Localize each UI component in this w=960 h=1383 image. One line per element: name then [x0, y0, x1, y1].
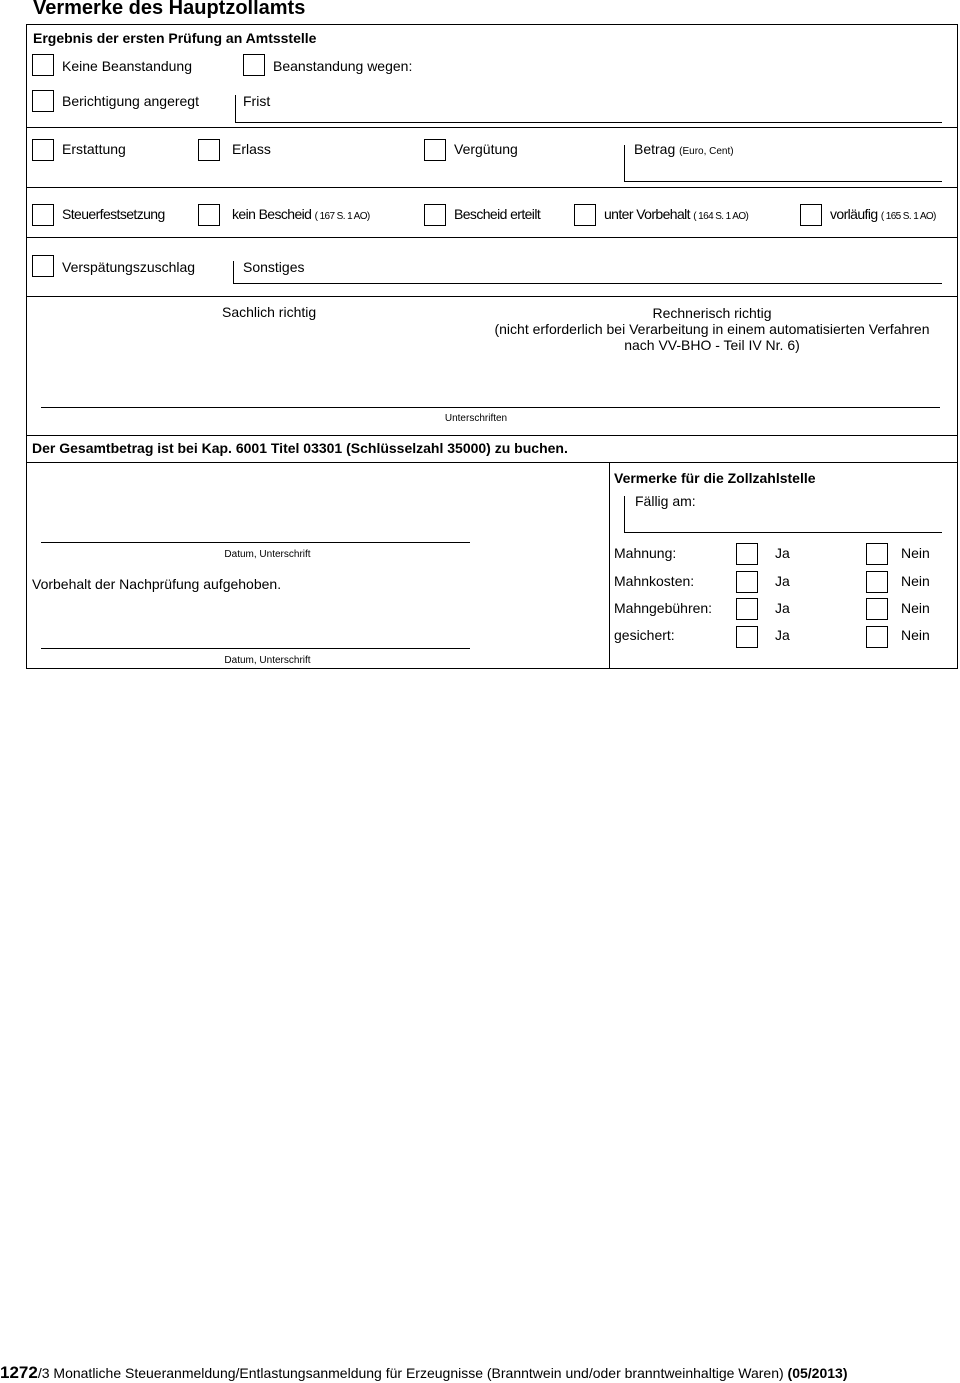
label-sonstiges: Sonstiges — [243, 259, 305, 275]
checkbox-mahngebuehren-ja[interactable] — [736, 598, 758, 620]
datum-signature-line-1[interactable] — [41, 542, 470, 543]
label-vorbehalt-aufgehoben: Vorbehalt der Nachprüfung aufgehoben. — [32, 576, 282, 592]
rechnerisch-note-line1: (nicht erforderlich bei Verarbeitung in einem automatisierten Verfahren — [494, 321, 930, 337]
checkbox-erlass[interactable] — [198, 139, 220, 161]
divider — [26, 296, 958, 297]
betrag-field-line[interactable] — [624, 181, 942, 182]
faellig-field-line[interactable] — [624, 532, 942, 533]
divider — [26, 462, 958, 463]
label-keine-beanstandung: Keine Beanstandung — [62, 58, 192, 74]
divider — [26, 187, 958, 188]
checkbox-erstattung[interactable] — [32, 139, 54, 161]
label-nein: Nein — [901, 600, 930, 616]
betrag-unit: (Euro, Cent) — [679, 146, 734, 157]
page-title: Vermerke des Hauptzollamts — [33, 0, 306, 19]
label-rechnerisch-richtig: Rechnerisch richtig — [652, 305, 772, 321]
sonstiges-field-line[interactable] — [233, 283, 942, 284]
label-nein: Nein — [901, 573, 930, 589]
kein-bescheid-text: kein Bescheid — [232, 206, 312, 222]
form-version: (05/2013) — [787, 1365, 848, 1381]
checkbox-mahnung-ja[interactable] — [736, 543, 758, 565]
label-erlass: Erlass — [232, 141, 271, 157]
checkbox-berichtigung-angeregt[interactable] — [32, 90, 54, 112]
label-unterschriften: Unterschriften — [444, 413, 508, 424]
label-nein: Nein — [901, 627, 930, 643]
datum-signature-line-2[interactable] — [41, 648, 470, 649]
form-frame-top — [26, 24, 958, 436]
label-frist: Frist — [243, 93, 271, 109]
label-erstattung: Erstattung — [62, 141, 126, 157]
mahn-row-label: Mahnkosten: — [614, 573, 695, 589]
label-datum-unterschrift-1: Datum, Unterschrift — [224, 549, 311, 560]
checkbox-verspaetungszuschlag[interactable] — [32, 255, 54, 277]
label-beanstandung-wegen: Beanstandung wegen: — [273, 58, 413, 74]
checkbox-mahnkosten-nein[interactable] — [866, 571, 888, 593]
checkbox-gesichert-nein[interactable] — [866, 626, 888, 648]
checkbox-mahnung-nein[interactable] — [866, 543, 888, 565]
label-ja: Ja — [775, 545, 790, 561]
frist-field-mark — [235, 95, 236, 123]
mahn-row-label: gesichert: — [614, 627, 675, 643]
section-heading-first-check: Ergebnis der ersten Prüfung an Amtsstelle — [33, 30, 317, 46]
frist-field-line[interactable] — [235, 122, 942, 123]
form-number-suffix: /3 — [37, 1365, 50, 1381]
checkbox-beanstandung-wegen[interactable] — [243, 54, 265, 76]
kein-bescheid-ref: ( 167 S. 1 AO) — [314, 211, 370, 222]
signature-line[interactable] — [41, 407, 940, 408]
checkbox-gesichert-ja[interactable] — [736, 626, 758, 648]
checkbox-keine-beanstandung[interactable] — [32, 54, 54, 76]
vorlaeufig-text: vorläufig — [830, 206, 878, 222]
checkbox-steuerfestsetzung[interactable] — [32, 204, 54, 226]
vorlaeufig-ref: ( 165 S. 1 AO) — [880, 211, 936, 222]
mahn-row-label: Mahngebühren: — [614, 600, 713, 616]
label-berichtigung-angeregt: Berichtigung angeregt — [62, 93, 199, 109]
label-ja: Ja — [775, 573, 790, 589]
checkbox-verguetung[interactable] — [424, 139, 446, 161]
betrag-label: Betrag — [634, 141, 676, 157]
unter-vorbehalt-ref: ( 164 S. 1 AO) — [693, 211, 749, 222]
checkbox-vorlaeufig[interactable] — [800, 204, 822, 226]
frame-middle-divider — [609, 462, 610, 668]
checkbox-unter-vorbehalt[interactable] — [574, 204, 596, 226]
checkbox-mahnkosten-ja[interactable] — [736, 571, 758, 593]
label-unter-vorbehalt — [604, 206, 748, 222]
label-nein: Nein — [901, 545, 930, 561]
betrag-field-mark — [624, 145, 625, 181]
label-datum-unterschrift-2: Datum, Unterschrift — [224, 655, 311, 666]
zollzahlstelle-heading: Vermerke für die Zollzahlstelle — [614, 470, 816, 486]
label-steuerfestsetzung: Steuerfestsetzung — [62, 206, 165, 222]
mahn-row-label: Mahnung: — [614, 545, 677, 561]
buchung-text: Der Gesamtbetrag ist bei Kap. 6001 Titel 03301 (Schlüsselzahl 35000) zu buchen. — [32, 440, 568, 456]
divider — [26, 127, 958, 128]
label-kein-bescheid — [232, 206, 370, 222]
divider — [26, 237, 958, 238]
label-faellig-am: Fällig am: — [635, 493, 696, 509]
checkbox-bescheid-erteilt[interactable] — [424, 204, 446, 226]
sonstiges-field-mark — [233, 261, 234, 283]
label-ja: Ja — [775, 627, 790, 643]
faellig-field-mark — [624, 496, 625, 532]
label-bescheid-erteilt: Bescheid erteilt — [454, 206, 541, 222]
unter-vorbehalt-text: unter Vorbehalt — [604, 206, 690, 222]
frame-left-bottom — [26, 436, 27, 668]
label-vorlaeufig — [830, 206, 936, 222]
label-sachlich-richtig: Sachlich richtig — [222, 304, 317, 320]
checkbox-kein-bescheid[interactable] — [198, 204, 220, 226]
label-verspaetungszuschlag: Verspätungszuschlag — [62, 259, 196, 275]
frame-bottom — [26, 668, 958, 669]
frame-right-bottom — [957, 436, 958, 668]
form-footer — [0, 1363, 847, 1383]
form-footer-text: Monatliche Steueranmeldung/Entlastungsanmeldung für Erzeugnisse (Branntwein und/oder branntweinhaltige Waren) — [49, 1365, 788, 1381]
label-betrag — [634, 141, 734, 157]
label-verguetung: Vergütung — [454, 141, 518, 157]
form-number: 1272 — [0, 1363, 38, 1382]
checkbox-mahngebuehren-nein[interactable] — [866, 598, 888, 620]
rechnerisch-note-line2: nach VV-BHO - Teil IV Nr. 6) — [624, 337, 800, 353]
label-ja: Ja — [775, 600, 790, 616]
